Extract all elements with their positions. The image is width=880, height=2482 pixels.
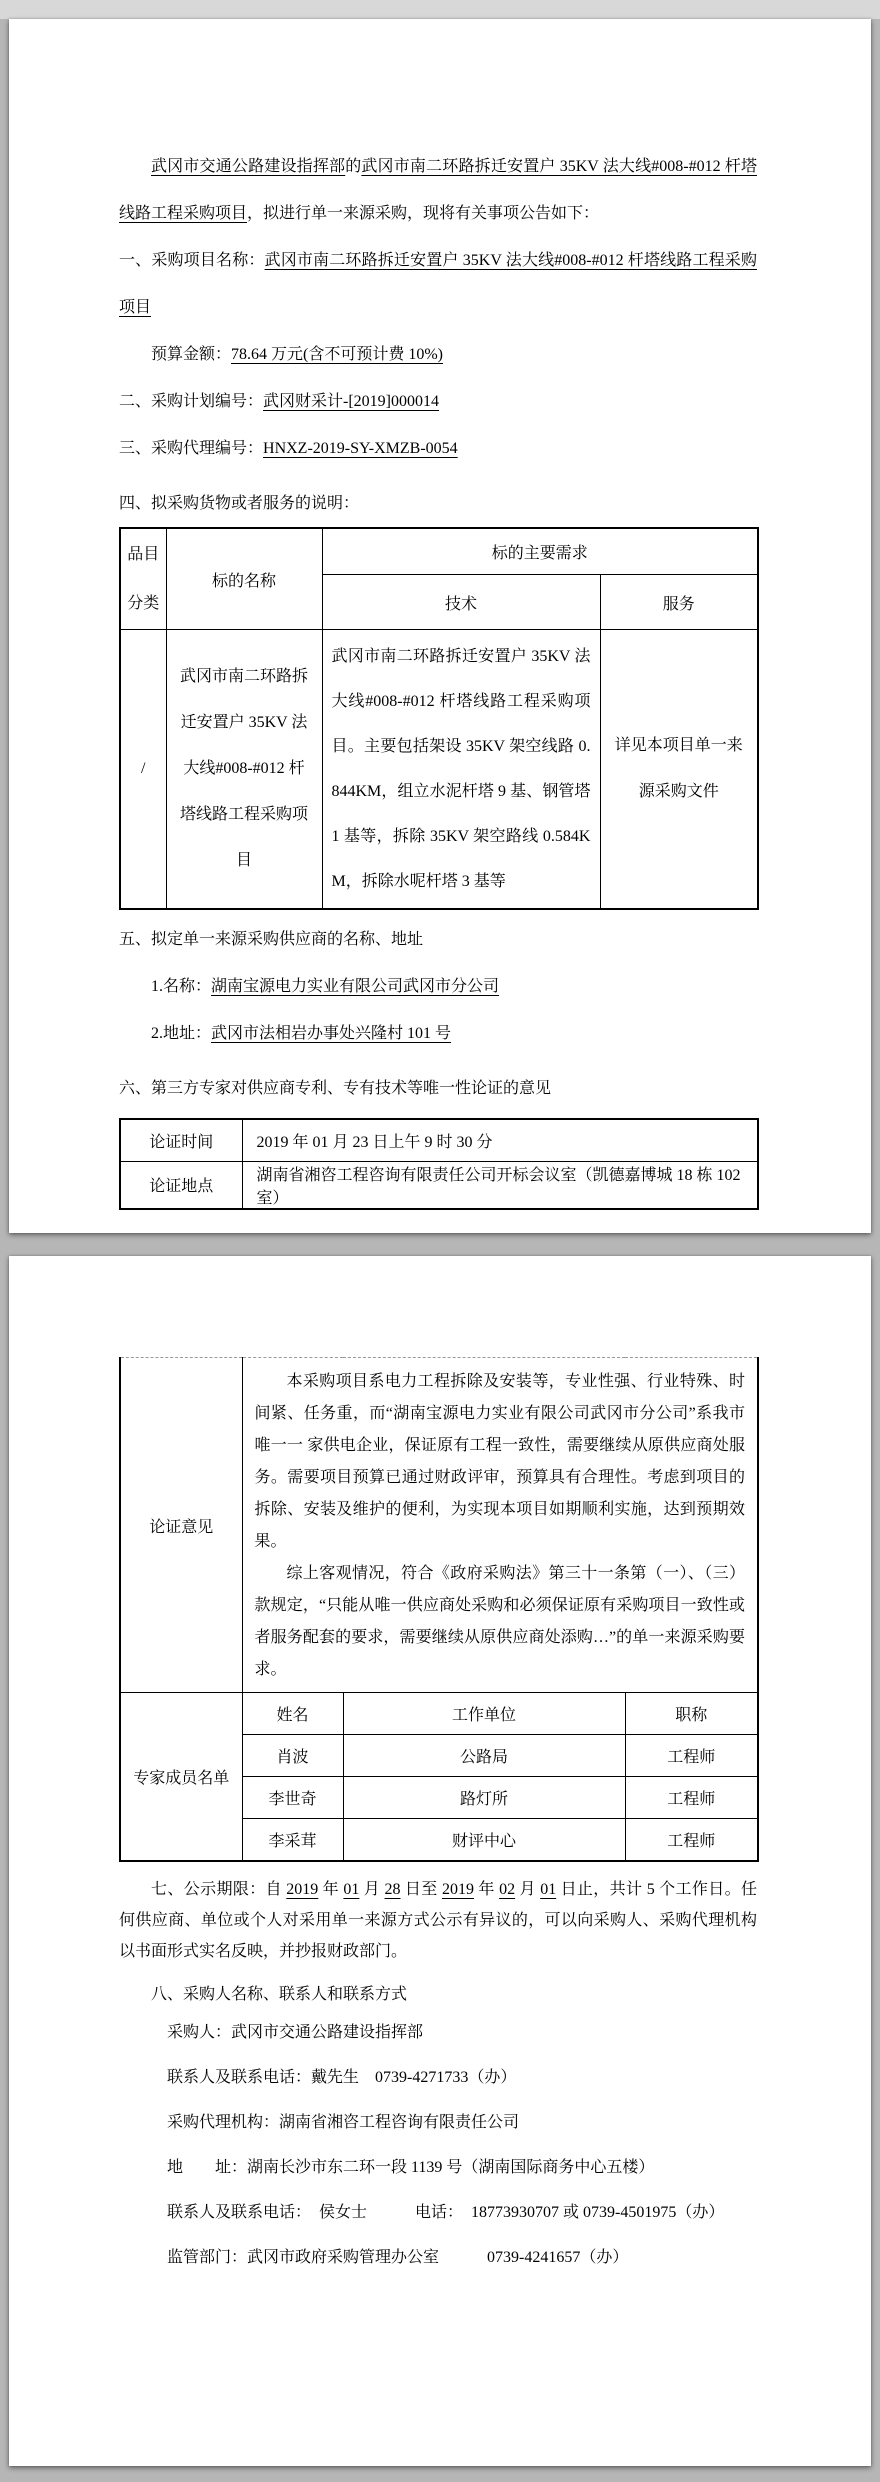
date-month-end: 02 xyxy=(499,1881,516,1898)
section-7-lead: 七、公示期限：自 xyxy=(151,1881,287,1898)
date-sep: 年 xyxy=(473,1881,500,1898)
goods-table-row xyxy=(120,630,758,910)
section-1-project-name xyxy=(119,237,757,331)
section-8-heading: 八、采购人名称、联系人和联系方式 xyxy=(151,1986,408,2003)
supplier-name-value: 湖南宝源电力实业有限公司武冈市分公司 xyxy=(211,978,500,995)
section-5-heading: 五、拟定单一来源采购供应商的名称、地址 xyxy=(119,931,424,948)
expert-title: 工程师 xyxy=(625,1735,758,1777)
opinion-label: 论证意见 xyxy=(120,1358,242,1693)
section-3-label: 三、采购代理编号： xyxy=(119,440,264,457)
date-sep: 月 xyxy=(515,1881,541,1898)
experts-header-name: 姓名 xyxy=(242,1693,343,1735)
expert-name: 肖波 xyxy=(242,1735,343,1777)
goods-cell-service: 详见本项目单一来源采购文件 xyxy=(600,630,758,910)
goods-cell-category: / xyxy=(120,630,166,910)
goods-cell-name: 武冈市南二环路拆迁安置户 35KV 法大线#008-#012 杆塔线路工程采购项目 xyxy=(166,630,322,910)
supplier-name-line xyxy=(119,963,757,1010)
opinion-paragraph-1: 本采购项目系电力工程拆除及安装等，专业性强、行业特殊、时间紧、任务重，而“湖南宝源电力实业有限公司武冈市分公司”系我市唯一一 家供电企业，保证原有工程一致性，需要继续从原供应商处服务。需要项目预算已通过财政评审，预算具有合理性。考虑到项目的拆除、安装及维护的便利，为实现本项目如期顺利实施，达到预期效果。 xyxy=(254,1373,745,1550)
expert-org: 财评中心 xyxy=(343,1819,625,1862)
opinion-expert-table xyxy=(119,1357,759,1862)
section-7-tail: 日止，共计 5 个工作日。任何供应商、单位或个人对采用单一来源方式公示有异议的，可以向采购人、采购代理机构以书面形式实名反映，并抄报财政部门。 xyxy=(119,1881,757,1960)
budget-line xyxy=(119,331,757,378)
budget-label: 预算金额： xyxy=(151,346,232,363)
expert-org: 公路局 xyxy=(343,1735,625,1777)
review-place-value: 湖南省湘咨工程咨询有限责任公司开标会议室（凯德嘉博城 18 栋 102 室） xyxy=(242,1161,758,1209)
expert-title: 工程师 xyxy=(625,1777,758,1819)
review-time-row xyxy=(120,1119,758,1161)
opinion-paragraph-2: 综上客观情况，符合《政府采购法》第三十一条第（一）、（三）款规定，“只能从唯一供应商处采购和必须保证原有采购项目一致性或者服务配套的要求，需要继续从原供应商处添购…”的单一来源采购要求。 xyxy=(254,1565,745,1678)
section-4-heading: 四、拟采购货物或者服务的说明： xyxy=(119,495,360,512)
goods-table xyxy=(119,527,759,910)
experts-header-org: 工作单位 xyxy=(343,1693,625,1735)
supplier-name-label: 1.名称： xyxy=(151,978,212,995)
expert-name: 李世奇 xyxy=(242,1777,343,1819)
date-sep: 年 xyxy=(318,1881,344,1898)
review-table xyxy=(119,1118,759,1210)
viewer-top-strip xyxy=(0,0,880,19)
expert-org: 路灯所 xyxy=(343,1777,625,1819)
date-day-end: 01 xyxy=(540,1881,557,1898)
goods-cell-technical: 武冈市南二环路拆迁安置户 35KV 法大线#008-#012 杆塔线路工程采购项目。主要包括架设 35KV 架空线路 0.844KM，组立水泥杆塔 9 基、钢管塔 1 基等，拆除 35KV 架空路线 0.584KM，拆除水呢杆塔 3 基等 xyxy=(322,630,600,910)
contact-regulator: 监管部门：武冈市政府采购管理办公室 0739-4241657（办） xyxy=(167,2249,629,2266)
section-1-value: 武冈市南二环路拆迁安置户 35KV 法大线#008-#012 杆塔线路工程采购项目 xyxy=(119,252,757,316)
goods-header-name: 标的名称 xyxy=(166,528,322,630)
section-1-label: 一、采购项目名称： xyxy=(119,252,265,269)
date-year-end: 2019 xyxy=(441,1881,474,1898)
review-time-value: 2019 年 01 月 23 日上午 9 时 30 分 xyxy=(242,1119,758,1161)
opinion-row xyxy=(120,1358,758,1693)
goods-header-category xyxy=(120,528,166,630)
intro-connector: 的 xyxy=(345,158,362,175)
agency-number-value: HNXZ-2019-SY-XMZB-0054 xyxy=(263,440,458,457)
review-time-label: 论证时间 xyxy=(120,1119,242,1161)
section-3-agency-number xyxy=(119,425,757,472)
supplier-address-label: 2.地址： xyxy=(151,1025,212,1042)
section-7-publicity-period xyxy=(119,1874,757,1967)
contact-agency-phone: 联系人及联系电话： 侯女士 电话： 18773930707 或 0739-4501975（办） xyxy=(167,2204,725,2221)
expert-title: 工程师 xyxy=(625,1819,758,1862)
page-gap xyxy=(0,1233,880,1256)
contact-agency-address: 地 址：湖南长沙市东二环一段 1139 号（湖南国际商务中心五楼） xyxy=(167,2159,655,2176)
experts-header-title: 职称 xyxy=(625,1693,758,1735)
goods-header-category-line2: 分类 xyxy=(127,595,160,612)
experts-label: 专家成员名单 xyxy=(120,1693,242,1862)
review-place-label: 论证地点 xyxy=(120,1161,242,1209)
section-6-heading: 六、第三方专家对供应商专利、专有技术等唯一性论证的意见 xyxy=(119,1080,552,1097)
experts-header-row xyxy=(120,1693,758,1735)
intro-tail: ，拟进行单一来源采购，现将有关事项公告如下： xyxy=(247,205,600,222)
date-sep: 日至 xyxy=(400,1881,442,1898)
expert-name: 李采茸 xyxy=(242,1819,343,1862)
plan-number-value: 武冈财采计-[2019]000014 xyxy=(263,393,440,410)
budget-value: 78.64 万元(含不可预计费 10%) xyxy=(231,346,444,363)
date-year-start: 2019 xyxy=(286,1881,319,1898)
date-sep: 月 xyxy=(359,1881,385,1898)
contact-purchaser: 采购人：武冈市交通公路建设指挥部 xyxy=(167,2024,424,2041)
contact-agency: 采购代理机构：湖南省湘咨工程咨询有限责任公司 xyxy=(167,2114,520,2131)
date-month-start: 01 xyxy=(343,1881,360,1898)
goods-header-requirements: 标的主要需求 xyxy=(322,528,758,575)
supplier-address-value: 武冈市法相岩办事处兴隆村 101 号 xyxy=(211,1025,452,1042)
supplier-address-line xyxy=(119,1010,757,1057)
section-2-plan-number xyxy=(119,378,757,425)
purchaser-name-underlined: 武冈市交通公路建设指挥部 xyxy=(151,158,346,175)
goods-header-category-line1: 品目 xyxy=(127,546,160,563)
intro-paragraph xyxy=(119,143,757,237)
contact-purchaser-phone: 联系人及联系电话：戴先生 0739-4271733（办） xyxy=(167,2069,517,2086)
review-place-row xyxy=(120,1161,758,1209)
goods-header-technical: 技术 xyxy=(322,575,600,630)
project-title-underlined: 武冈市南二环路拆迁安置户 35KV 法大线#008-#012 杆塔线路工程采购项目 xyxy=(119,158,757,222)
page-1 xyxy=(9,19,871,1233)
goods-header-service: 服务 xyxy=(600,575,758,630)
date-day-start: 28 xyxy=(384,1881,401,1898)
section-2-label: 二、采购计划编号： xyxy=(119,393,264,410)
page-2 xyxy=(9,1256,871,2466)
opinion-content xyxy=(242,1358,758,1693)
